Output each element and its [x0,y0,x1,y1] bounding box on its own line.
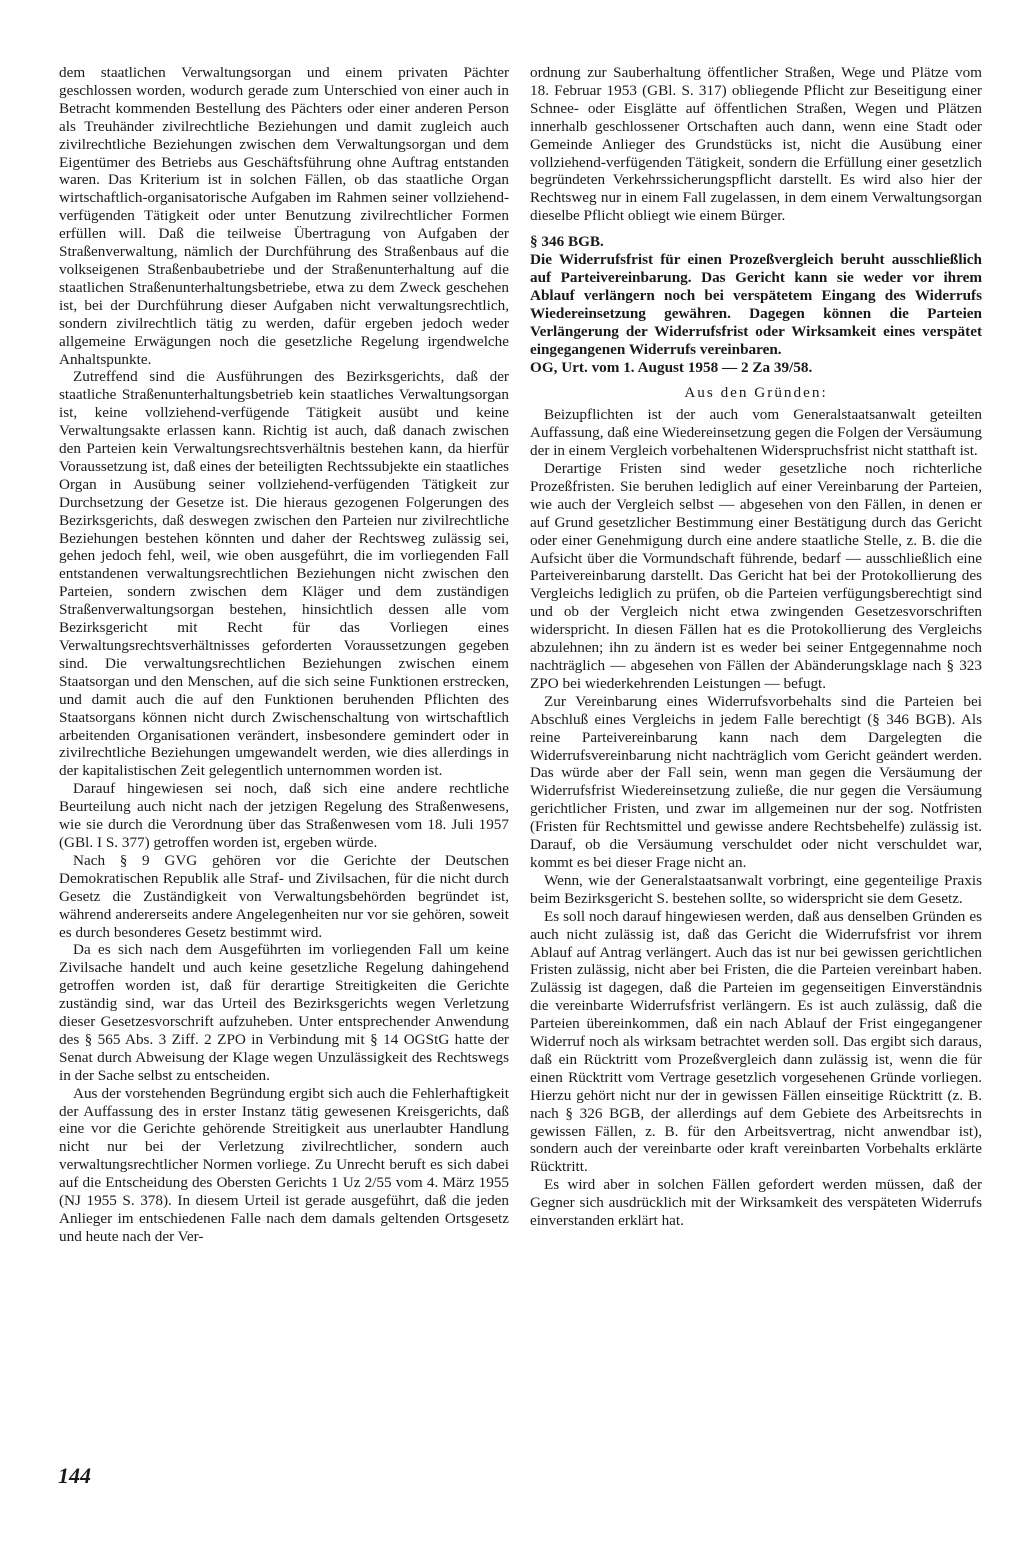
body-paragraph: Wenn, wie der Generalstaatsanwalt vorbringt, eine gegenteilige Praxis beim Bezirksgericht S. bestehen sollte, so widerspricht sie dem Gesetz. [530,871,982,907]
continuation-paragraph: ordnung zur Sauberhaltung öffentlicher Straßen, Wege und Plätze vom 18. Februar 1953 (GBl. S. 317) obliegende Pflicht zur Beseitigung einer Schnee- oder Eisglätte auf öffentlichen Straßen, Wegen und Plätzen innerhalb geschlossener Ortschaften auch dann, wenn eine Stadt oder Gemeinde Anlieger des Grundstücks ist, nicht die Ausübung einer vollziehend-verfügenden Tätigkeit, sondern die Erfüllung einer gesetzlich begründeten Verkehrssicherungspflicht darstellt. Es wird also hier der Rechtsweg nur in einem Fall zugelassen, in dem einem Verwaltungsorgan dieselbe Pflicht obliegt wie einem Bürger. [530,64,982,225]
page-number: 144 [58,1463,91,1488]
body-paragraph: Es wird aber in solchen Fällen gefordert werden müssen, daß der Gegner sich ausdrücklich mit der Wirksamkeit des verspäteten Widerrufs einverstanden erklärt hat. [530,1176,982,1230]
right-column [530,64,982,1230]
section-heading: § 346 BGB. [530,233,604,251]
left-column [59,64,509,1246]
body-paragraph: Nach § 9 GVG gehören vor die Gerichte der Deutschen Demokratischen Republik alle Straf- und Zivilsachen, für die nicht durch Gesetz die Zuständigkeit von Verwaltungsbehörden begründet ist, während andererseits andere Angelegenheiten nur vor sie gehören, soweit es durch besonderes Gesetz bestimmt wird. [59,851,509,941]
body-paragraph: Beizupflichten ist der auch vom Generalstaatsanwalt geteilten Auffassung, daß eine Wiedereinsetzung gegen die Folgen der Versäumung der in einem Vergleich vorbehaltenen Widerspruchsfrist nicht statthaft ist. [530,406,982,460]
case-citation: OG, Urt. vom 1. August 1958 — 2 Za 39/58. [530,358,813,376]
body-paragraph: Zutreffend sind die Ausführungen des Bezirksgerichts, daß der staatliche Straßenunterhaltungsbetrieb kein staatliches Verwaltungsorgan ist, keine vollziehend-verfügende Tätigkeit ausübt und keine Verwaltungsakte erlassen kann. Richtig ist auch, daß danach zwischen den Parteien kein Verwaltungsrechtsverhältnis bestehen kann, da hierfür Voraussetzung ist, daß eines der beteiligten Rechtssubjekte ein staatliches Organ in Ausübung seiner vollziehend-verfügenden Tätigkeit zur Durchsetzung der Gesetze ist. Die hieraus gezogenen Folgerungen des Bezirksgerichts, daß deswegen zwischen den Parteien nur zivilrechtliche Beziehungen bestehen könnten und daher der Rechtsweg zulässig sei, gehen jedoch fehl, weil, wie oben ausgeführt, die im vorliegenden Fall entstandenen verwaltungsrechtlichen Beziehungen nicht zwischen den Parteien, sondern zwischen dem Kläger und dem zuständigen Straßenverwaltungsorgan bestehen, hinsichtlich dessen alle vom Bezirksgericht mit Recht für das Vorliegen eines Verwaltungsrechtsverhältnisses geforderten Voraussetzungen gegeben sind. Die verwaltungsrechtlichen Beziehungen zwischen einem Staatsorgan und den Menschen, auf die sich seine Funktionen erstrecken, und damit auch die auf den Funktionen beruhenden Pflichten des Staatsorgans können nicht durch Zwischenschaltung von wirtschaftlich arbeitenden Organisationen verändert, insbesondere gemindert oder in zivilrechtliche Beziehungen umgewandelt werden, wie dies allerdings in der kapitalistischen Zeit gelegentlich unternommen worden ist. [59,368,509,780]
body-paragraph: Darauf hingewiesen sei noch, daß sich eine andere rechtliche Beurteilung auch nicht nach der jetzigen Regelung des Straßenwesens, wie sie durch die Verordnung über das Straßenwesen vom 18. Juli 1957 (GBl. I S. 377) getroffen worden ist, ergeben würde. [59,780,509,851]
body-paragraph: dem staatlichen Verwaltungsorgan und einem privaten Pächter geschlossen worden, wodurch gerade zum Unterschied von einer auch in Betracht kommenden Bestellung des Pächters oder einer anderen Person als Treuhänder zivilrechtliche Beziehungen und damit zugleich auch zivilrechtliche Beziehungen zwischen dem Verwaltungsorgan und dem Eigentümer des Betriebs aus Geschäftsführung ohne Auftrag entstanden waren. Das Kriterium ist in solchen Fällen, ob das staatliche Organ wirtschaftlich-organisatorische Aufgaben im Rahmen seiner vollziehend-verfügenden Tätigkeit oder unter Benutzung zivilrechtlicher Formen erfüllen will. Daß die teilweise Übertragung von Aufgaben der Straßenverwaltung, nämlich der Durchführung des Straßenbaus auf die volkseigenen Straßenbaubetriebe und der Straßenunterhaltung auf die staatlichen Straßenunterhaltungsbetriebe, etwa zu dem Zweck geschehen ist, bei der Durchführung dieser Aufgaben nicht verwaltungsrechtlich, sondern zivilrechtlich tätig zu werden, dafür ergeben jedoch weder allgemeine Erwägungen noch die gesetzliche Regelung irgendwelche Anhaltspunkte. [59,64,509,368]
body-paragraph: Derartige Fristen sind weder gesetzliche noch richterliche Prozeßfristen. Sie beruhen lediglich auf einer Vereinbarung der Parteien, wie auch der Vergleich selbst — abgesehen von den Fällen, in denen er auf Grund gesetzlicher Bestimmung einer Bestätigung durch das Gericht oder einer Genehmigung durch eine andere staatliche Stelle, z. B. die die Aufsicht über die Vormundschaft führende, bedarf — ausschließlich eine Parteivereinbarung darstellt. Das Gericht hat bei der Protokollierung des Vergleichs lediglich zu prüfen, ob die Parteien verfügungsberechtigt sind und ob der Vergleich nicht etwa zwingenden Gesetzesvorschriften widerspricht. In diesen Fällen hat es die Protokollierung des Vergleichs abzulehnen; ihn zu ändern ist es weder bei seiner Entgegennahme noch nachträglich — abgesehen von Fällen der Abänderungsklage nach § 323 ZPO bei wiederkehrenden Leistungen — befugt. [530,460,982,692]
body-paragraph: Da es sich nach dem Ausgeführten im vorliegenden Fall um keine Zivilsache handelt und auch keine gesetzliche Regelung dahingehend getroffen worden ist, daß für derartige Streitigkeiten die Gerichte zuständig sind, war das Urteil des Bezirksgerichts wegen Verletzung dieser Gesetzesvorschrift aufzuheben. Unter entsprechender Anwendung des § 565 Abs. 3 Ziff. 2 ZPO in Verbindung mit § 14 OGStG hatte der Senat durch Abweisung der Klage wegen Unzulässigkeit des Rechtswegs in der Sache selbst zu entscheiden. [59,941,509,1084]
headnote: Die Widerrufsfrist für einen Prozeßvergleich beruht ausschließlich auf Parteivereinbarung. Das Gericht kann sie weder vor ihrem Ablauf verlängern noch bei verspätetem Eingang des Widerrufs Wiedereinsetzung gewähren. Dagegen können die Parteien Verlängerung der Widerrufsfrist oder Wirksamkeit eines verspätet eingegangenen Widerrufs vereinbaren. [530,251,982,358]
body-paragraph: Aus der vorstehenden Begründung ergibt sich auch die Fehlerhaftigkeit der Auffassung des in erster Instanz tätig gewesenen Kreisgerichts, daß eine vor die Gerichte gehörende Streitigkeit aus unerlaubter Handlung nicht nur bei der Verletzung zivilrechtlicher, sondern auch verwaltungsrechtlicher Normen vorliege. Zu Unrecht beruft es sich dabei auf die Entscheidung des Obersten Gerichts 1 Uz 2/55 vom 4. März 1955 (NJ 1955 S. 378). In diesem Urteil ist gerade ausgeführt, daß die jeden Anlieger im entschiedenen Falle nach dem damals geltenden Ortsgesetz und heute nach der Ver- [59,1084,509,1245]
reasons-subheading: Aus den Gründen: [684,384,828,402]
body-paragraph: Es soll noch darauf hingewiesen werden, daß aus denselben Gründen es auch nicht zulässig ist, daß das Gericht die Widerrufsfrist vor ihrem Ablauf auf Antrag verlängert. Auch das ist nur bei gewissen gerichtlichen Fristen zulässig, nicht aber bei Fristen, die die Parteien vereinbart haben. Zulässig ist dagegen, daß die Parteien im gegenseitigen Einverständnis die vereinbarte Widerrufsfrist verlängern. Es ist auch zulässig, daß die Parteien übereinkommen, daß ein nach Ablauf der Frist eingegangener Widerruf noch als wirksam betrachtet werden soll. Das ergibt sich daraus, daß ein Rücktritt vom Prozeßvergleich dann zulässig ist, wenn die für einen Rücktritt vom Vertrage gesetzlich vorgesehenen Gründe vorliegen. Hierzu gehört nicht nur der in gewissen Fällen einseitige Rücktritt (z. B. nach § 326 BGB, der allerdings auf dem Gebiete des Arbeitsrechts in gewissen Fällen, z. B. für den Arbeitsvertrag, nicht anwendbar ist), sondern auch der vereinbarte oder kraft vereinbarten Vorbehalts erklärte Rücktritt. [530,907,982,1176]
body-paragraph: Zur Vereinbarung eines Widerrufsvorbehalts sind die Parteien bei Abschluß eines Vergleichs in jedem Falle berechtigt (§ 346 BGB). Als reine Parteivereinbarung kann nach dem Dargelegten die Widerrufsvereinbarung nicht nachträglich vom Gericht geändert werden. Das würde aber der Fall sein, wenn man gegen die Versäumung der Widerrufsfrist Wiedereinsetzung zuließe, die nur gegen die Versäumung gerichtlicher Fristen, und zwar im allgemeinen nur der sog. Notfristen (Fristen für Rechtsmittel und gewisse andere Rechtsbehelfe) zulässig ist. Darauf, ob die Versäumung verschuldet oder nicht verschuldet war, kommt es bei dieser Frage nicht an. [530,692,982,871]
